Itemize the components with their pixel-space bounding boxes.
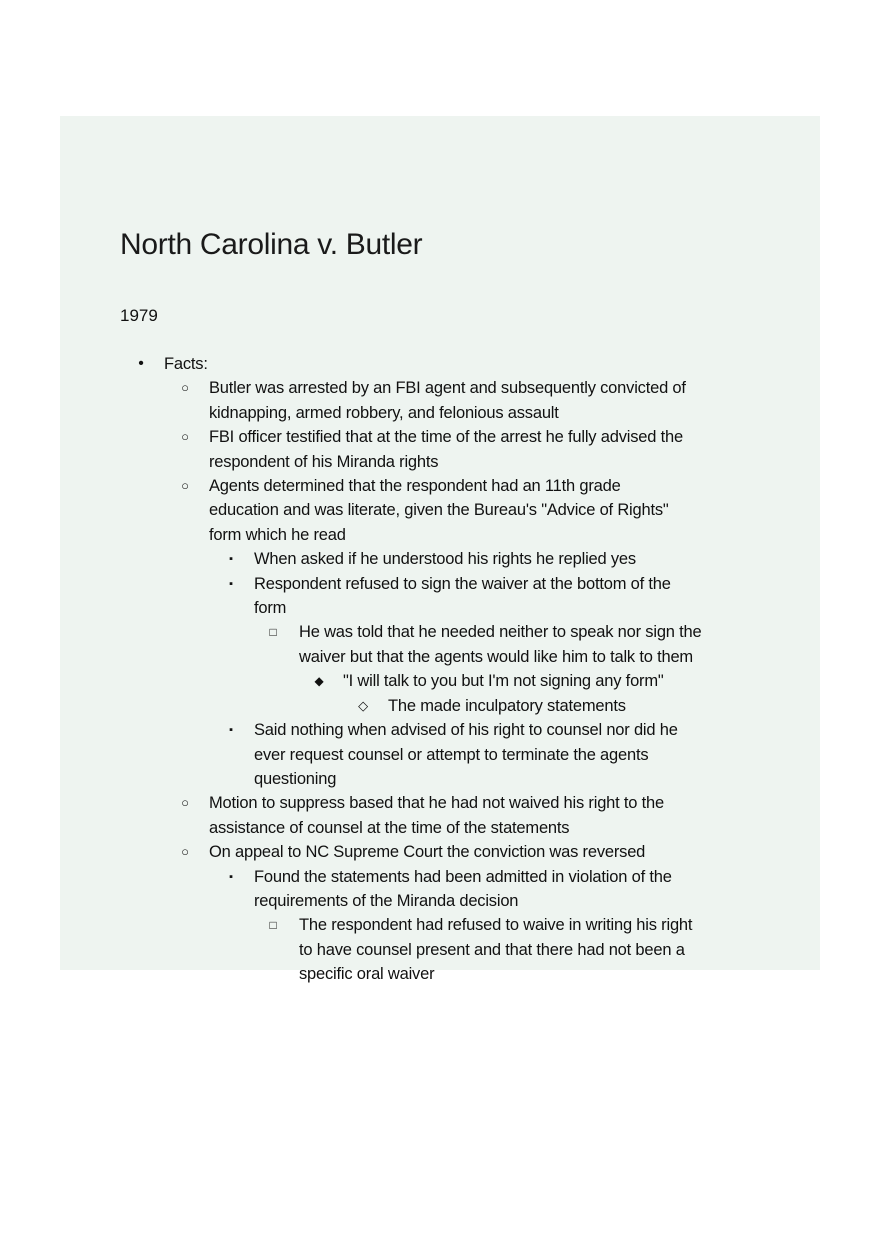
list-item-text: Respondent refused to sign the waiver at the bottom of the	[254, 574, 671, 593]
list-item-text: Motion to suppress based that he had not waived his right to the	[209, 794, 664, 813]
bullet-icon: ◆	[314, 674, 324, 689]
list-item-text: education and was literate, given the Bureau's "Advice of Rights"	[209, 501, 669, 520]
list-item-text: kidnapping, armed robbery, and felonious assault	[209, 403, 559, 422]
list-item-text: Facts:	[164, 355, 208, 373]
list-item	[60, 352, 820, 376]
list-item-text: The respondent had refused to waive in writing his right	[299, 916, 693, 935]
list-item	[60, 572, 820, 621]
bullet-icon: □	[269, 918, 277, 933]
list-item-text: ever request counsel or attempt to terminate the agents	[254, 745, 649, 764]
list-item-text: questioning	[254, 769, 337, 788]
list-item-text: The made inculpatory statements	[388, 696, 626, 715]
list-item-text: Agents determined that the respondent had an 11th grade	[209, 477, 621, 496]
list-item-text: Found the statements had been admitted in violation of the	[254, 867, 672, 886]
list-item	[60, 376, 820, 425]
bullet-icon: □	[269, 625, 277, 640]
list-item	[60, 840, 820, 864]
list-item-text: "I will talk to you but I'm not signing any form"	[343, 672, 664, 691]
bullet-icon: ○	[181, 429, 189, 445]
list-item-text: Butler was arrested by an FBI agent and subsequently convicted of	[209, 379, 686, 398]
list-item-text: respondent of his Miranda rights	[209, 452, 439, 471]
list-item-text: When asked if he understood his rights he replied yes	[254, 550, 636, 569]
list-item	[60, 547, 820, 571]
list-item	[60, 913, 820, 986]
list-item-text: FBI officer testified that at the time of the arrest he fully advised the	[209, 428, 683, 447]
list-item-text: to have counsel present and that there had not been a	[299, 940, 685, 959]
list-item	[60, 718, 820, 791]
list-item-text: requirements of the Miranda decision	[254, 891, 519, 910]
list-item-text: assistance of counsel at the time of the statements	[209, 818, 570, 837]
list-item	[60, 791, 820, 840]
list-item-text: specific oral waiver	[299, 965, 435, 984]
list-item-text: form which he read	[209, 525, 346, 544]
list-item	[60, 620, 820, 669]
list-item	[60, 669, 820, 693]
list-item	[60, 865, 820, 914]
bullet-icon: ▪	[229, 870, 233, 883]
document-title: North Carolina v. Butler	[120, 228, 423, 261]
bullet-icon: ○	[181, 478, 189, 494]
bullet-icon: ▪	[229, 553, 233, 566]
outline-list	[60, 352, 820, 987]
list-item	[60, 474, 820, 547]
list-item-text: He was told that he needed neither to speak nor sign the	[299, 623, 702, 642]
bullet-icon: ○	[181, 380, 189, 396]
case-year: 1979	[120, 306, 158, 325]
bullet-icon: ▪	[229, 577, 233, 590]
bullet-icon: •	[138, 355, 144, 372]
bullet-icon: ○	[181, 795, 189, 811]
list-item	[60, 694, 820, 718]
bullet-icon: ▪	[229, 724, 233, 737]
list-item	[60, 425, 820, 474]
list-item-text: Said nothing when advised of his right to counsel nor did he	[254, 721, 678, 740]
list-item-text: form	[254, 599, 287, 618]
bullet-icon: ○	[181, 844, 189, 860]
list-item-text: On appeal to NC Supreme Court the conviction was reversed	[209, 843, 646, 862]
bullet-icon: ◇	[358, 697, 368, 713]
list-item-text: waiver but that the agents would like him to talk to them	[299, 647, 693, 666]
document-page	[60, 116, 820, 984]
